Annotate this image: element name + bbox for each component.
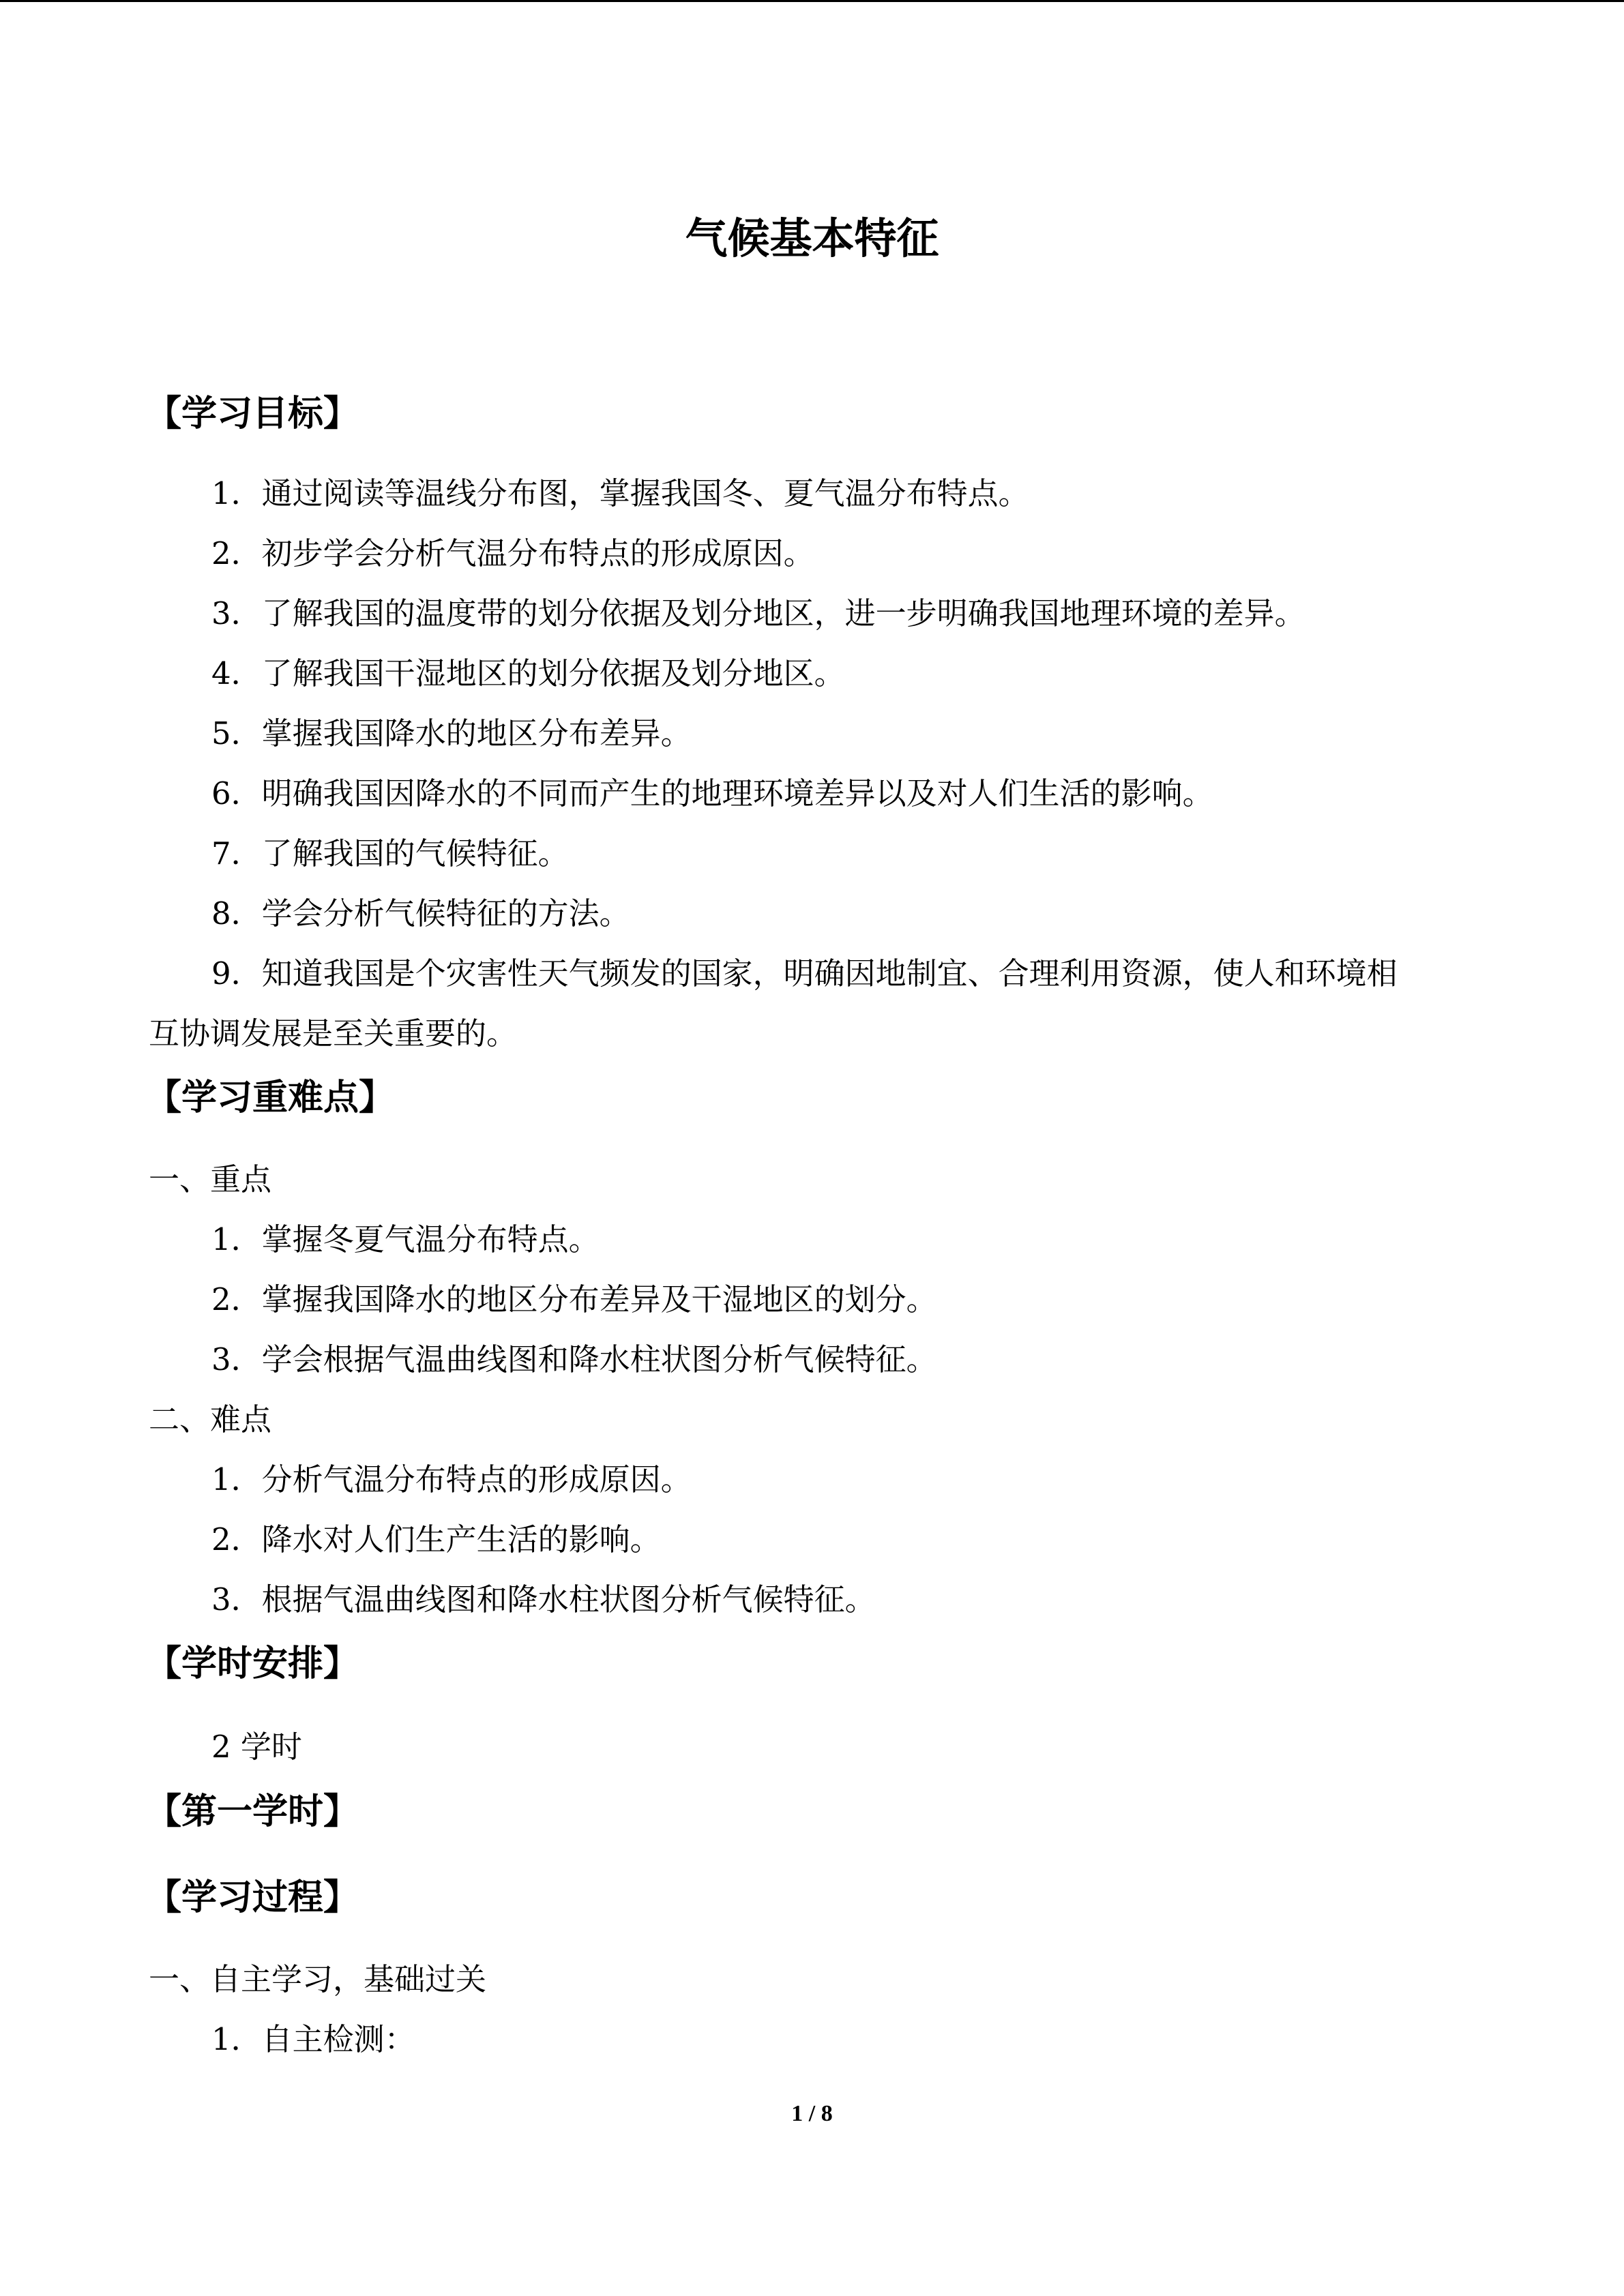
goal-item: 8．学会分析气候特征的方法。 — [211, 895, 630, 931]
section-heading-key-points: 【学习重难点】 — [146, 1077, 395, 1118]
goal-item: 7．了解我国的气候特征。 — [211, 835, 569, 871]
goal-item: 2．初步学会分析气温分布特点的形成原因。 — [211, 535, 814, 571]
goal-item: 5．掌握我国降水的地区分布差异。 — [211, 715, 692, 751]
goal-item: 1．通过阅读等温线分布图，掌握我国冬、夏气温分布特点。 — [211, 475, 1029, 511]
focus-item: 1．掌握冬夏气温分布特点。 — [211, 1221, 600, 1257]
top-rule — [0, 0, 1624, 2]
difficult-item: 1．分析气温分布特点的形成原因。 — [211, 1461, 692, 1497]
difficult-label: 二、难点 — [149, 1401, 272, 1437]
goal-item: 6．明确我国因降水的不同而产生的地理环境差异以及对人们生活的影响。 — [211, 775, 1213, 811]
section-heading-schedule: 【学时安排】 — [146, 1643, 359, 1684]
focus-item: 2．掌握我国降水的地区分布差异及干湿地区的划分。 — [211, 1281, 937, 1317]
section-heading-goals: 【学习目标】 — [146, 393, 359, 434]
goal-item: 4．了解我国干湿地区的划分依据及划分地区。 — [211, 655, 845, 691]
section-heading-process: 【学习过程】 — [146, 1877, 359, 1918]
goal-item: 9．知道我国是个灾害性天气频发的国家，明确因地制宜、合理利用资源，使人和环境相 — [211, 955, 1398, 992]
focus-item: 3．学会根据气温曲线图和降水柱状图分析气候特征。 — [211, 1341, 937, 1377]
page-number: 1 / 8 — [791, 2101, 833, 2126]
goal-item-continuation: 互协调发展是至关重要的。 — [149, 1015, 518, 1052]
focus-label: 一、重点 — [149, 1161, 272, 1197]
schedule-value: 2 学时 — [211, 1729, 302, 1765]
goal-item: 3．了解我国的温度带的划分依据及划分地区，进一步明确我国地理环境的差异。 — [211, 595, 1305, 631]
page-title: 气候基本特征 — [685, 213, 939, 263]
difficult-item: 2．降水对人们生产生活的影响。 — [211, 1521, 661, 1557]
section-heading-first-lesson: 【第一学时】 — [146, 1791, 359, 1832]
process-step-item: 1．自主检测： — [211, 2021, 415, 2057]
process-step-label: 一、自主学习，基础过关 — [149, 1961, 487, 1997]
difficult-item: 3．根据气温曲线图和降水柱状图分析气候特征。 — [211, 1581, 876, 1617]
